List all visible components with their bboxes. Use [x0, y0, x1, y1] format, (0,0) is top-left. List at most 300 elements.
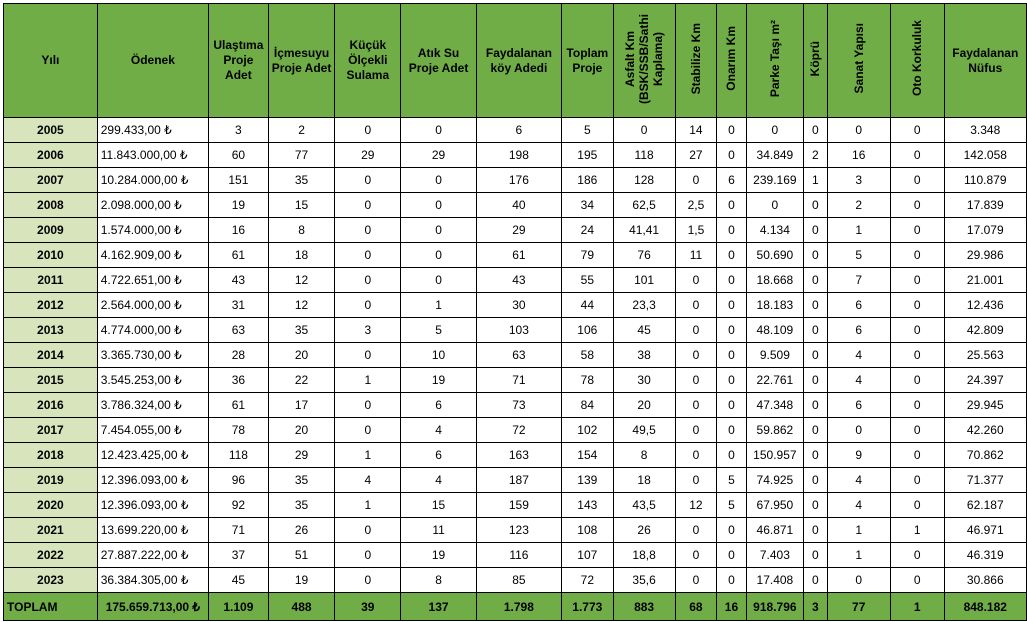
total-icmesuyu: 488 [268, 593, 335, 621]
table-row [4, 468, 1027, 493]
cell-kopru: 0 [804, 368, 827, 393]
header-atik-su-proje-adet: Atık Su Proje Adet [401, 4, 477, 118]
cell-odenek: 12.396.093,00 ₺ [97, 493, 208, 518]
cell-oto: 0 [890, 468, 944, 493]
cell-toplam-proje: 55 [561, 268, 613, 293]
header-kucuk-olcekli-sulama: Küçük Ölçekli Sulama [335, 4, 401, 118]
cell-asfalt: 76 [613, 243, 675, 268]
total-koy: 1.798 [476, 593, 561, 621]
cell-asfalt: 101 [613, 268, 675, 293]
cell-sanat: 6 [827, 318, 890, 343]
cell-toplam-proje: 72 [561, 568, 613, 593]
cell-toplam-proje: 107 [561, 543, 613, 568]
header-ulastirma-proje-adet: Ulaştıma Proje Adet [209, 4, 269, 118]
cell-nufus: 29.945 [944, 393, 1026, 418]
cell-onarim: 0 [717, 568, 746, 593]
cell-ulastirma: 45 [209, 568, 269, 593]
table-row [4, 443, 1027, 468]
cell-stabilize: 0 [675, 393, 717, 418]
cell-onarim: 5 [717, 493, 746, 518]
cell-odenek: 11.843.000,00 ₺ [97, 143, 208, 168]
cell-sulama: 0 [335, 293, 401, 318]
cell-toplam-proje: 44 [561, 293, 613, 318]
cell-toplam-proje: 84 [561, 393, 613, 418]
cell-oto: 0 [890, 568, 944, 593]
cell-kopru: 0 [804, 293, 827, 318]
cell-icmesuyu: 8 [268, 218, 335, 243]
cell-toplam-proje: 139 [561, 468, 613, 493]
cell-sulama: 0 [335, 218, 401, 243]
table-body [4, 118, 1027, 593]
total-oto: 1 [890, 593, 944, 621]
cell-icmesuyu: 2 [268, 118, 335, 143]
cell-onarim: 6 [717, 168, 746, 193]
cell-kopru: 0 [804, 318, 827, 343]
cell-toplam-proje: 79 [561, 243, 613, 268]
cell-onarim: 0 [717, 393, 746, 418]
cell-icmesuyu: 22 [268, 368, 335, 393]
cell-icmesuyu: 18 [268, 243, 335, 268]
cell-oto: 0 [890, 368, 944, 393]
cell-onarim: 0 [717, 268, 746, 293]
cell-nufus: 71.377 [944, 468, 1026, 493]
table-row [4, 418, 1027, 443]
cell-year: 2023 [4, 568, 98, 593]
cell-asfalt: 118 [613, 143, 675, 168]
header-faydalanan-koy-adedi: Faydalanan köy Adedi [476, 4, 561, 118]
cell-kopru: 0 [804, 568, 827, 593]
cell-atiksu: 19 [401, 543, 477, 568]
cell-koy: 163 [476, 443, 561, 468]
cell-kopru: 0 [804, 543, 827, 568]
cell-asfalt: 30 [613, 368, 675, 393]
cell-odenek: 12.396.093,00 ₺ [97, 468, 208, 493]
table-row [4, 393, 1027, 418]
cell-kopru: 2 [804, 143, 827, 168]
cell-asfalt: 43,5 [613, 493, 675, 518]
cell-nufus: 29.986 [944, 243, 1026, 268]
cell-sanat: 0 [827, 418, 890, 443]
cell-koy: 198 [476, 143, 561, 168]
cell-year: 2008 [4, 193, 98, 218]
cell-oto: 0 [890, 218, 944, 243]
cell-ulastirma: 63 [209, 318, 269, 343]
cell-atiksu: 19 [401, 368, 477, 393]
header-parke-tasi [746, 4, 803, 118]
table-row [4, 343, 1027, 368]
cell-ulastirma: 96 [209, 468, 269, 493]
table-row [4, 368, 1027, 393]
cell-atiksu: 1 [401, 293, 477, 318]
cell-parke: 46.871 [746, 518, 803, 543]
cell-stabilize: 14 [675, 118, 717, 143]
cell-odenek: 4.774.000,00 ₺ [97, 318, 208, 343]
cell-nufus: 42.260 [944, 418, 1026, 443]
cell-year: 2021 [4, 518, 98, 543]
cell-onarim: 0 [717, 518, 746, 543]
cell-stabilize: 0 [675, 343, 717, 368]
cell-parke: 0 [746, 193, 803, 218]
cell-year: 2013 [4, 318, 98, 343]
cell-sanat: 3 [827, 168, 890, 193]
cell-year: 2016 [4, 393, 98, 418]
cell-onarim: 0 [717, 543, 746, 568]
total-row [4, 593, 1027, 621]
cell-asfalt: 62,5 [613, 193, 675, 218]
header-yili: Yılı [4, 4, 98, 118]
total-odenek: 175.659.713,00 ₺ [97, 593, 208, 621]
cell-icmesuyu: 19 [268, 568, 335, 593]
header-faydalanan-nufus: Faydalanan Nüfus [944, 4, 1026, 118]
cell-ulastirma: 16 [209, 218, 269, 243]
cell-kopru: 0 [804, 243, 827, 268]
cell-year: 2006 [4, 143, 98, 168]
cell-sulama: 0 [335, 343, 401, 368]
header-sanat-yapisi-label: Sanat Yapısı [851, 23, 866, 94]
header-asfalt-km-label: Asfalt Km (BSK/SSB/Sathi Kaplama) [623, 13, 666, 104]
cell-nufus: 46.971 [944, 518, 1026, 543]
cell-sanat: 4 [827, 368, 890, 393]
cell-toplam-proje: 186 [561, 168, 613, 193]
cell-nufus: 62.187 [944, 493, 1026, 518]
cell-parke: 0 [746, 118, 803, 143]
cell-ulastirma: 61 [209, 393, 269, 418]
cell-atiksu: 29 [401, 143, 477, 168]
cell-odenek: 10.284.000,00 ₺ [97, 168, 208, 193]
cell-koy: 40 [476, 193, 561, 218]
cell-year: 2010 [4, 243, 98, 268]
cell-toplam-proje: 154 [561, 443, 613, 468]
cell-onarim: 0 [717, 143, 746, 168]
cell-toplam-proje: 58 [561, 343, 613, 368]
cell-oto: 0 [890, 318, 944, 343]
header-oto-korkuluk-label: Oto Korkuluk [910, 20, 925, 97]
table-row [4, 493, 1027, 518]
cell-nufus: 110.879 [944, 168, 1026, 193]
cell-ulastirma: 71 [209, 518, 269, 543]
header-kopru [804, 4, 827, 118]
cell-asfalt: 20 [613, 393, 675, 418]
cell-ulastirma: 61 [209, 243, 269, 268]
cell-stabilize: 0 [675, 168, 717, 193]
total-asfalt: 883 [613, 593, 675, 621]
cell-icmesuyu: 12 [268, 268, 335, 293]
header-stabilize-km [675, 4, 717, 118]
cell-sanat: 6 [827, 293, 890, 318]
cell-nufus: 142.058 [944, 143, 1026, 168]
cell-sulama: 0 [335, 543, 401, 568]
header-onarim-km-label: Onarım Km [724, 26, 739, 91]
header-row [4, 4, 1027, 118]
table-row [4, 218, 1027, 243]
table-row [4, 193, 1027, 218]
cell-onarim: 0 [717, 443, 746, 468]
cell-icmesuyu: 17 [268, 393, 335, 418]
cell-year: 2012 [4, 293, 98, 318]
cell-sulama: 0 [335, 268, 401, 293]
table-row [4, 268, 1027, 293]
cell-asfalt: 26 [613, 518, 675, 543]
cell-nufus: 3.348 [944, 118, 1026, 143]
cell-sulama: 0 [335, 568, 401, 593]
cell-icmesuyu: 35 [268, 318, 335, 343]
cell-parke: 7.403 [746, 543, 803, 568]
cell-parke: 47.348 [746, 393, 803, 418]
cell-oto: 0 [890, 168, 944, 193]
cell-onarim: 5 [717, 468, 746, 493]
cell-nufus: 24.397 [944, 368, 1026, 393]
cell-odenek: 4.722.651,00 ₺ [97, 268, 208, 293]
cell-year: 2020 [4, 493, 98, 518]
table-row [4, 118, 1027, 143]
cell-year: 2015 [4, 368, 98, 393]
cell-asfalt: 0 [613, 118, 675, 143]
total-label: TOPLAM [4, 593, 98, 621]
cell-koy: 63 [476, 343, 561, 368]
header-parke-tasi-label: Parke Taşı m² [767, 19, 782, 98]
cell-atiksu: 0 [401, 218, 477, 243]
cell-sanat: 0 [827, 118, 890, 143]
cell-odenek: 12.423.425,00 ₺ [97, 443, 208, 468]
cell-sanat: 9 [827, 443, 890, 468]
cell-sanat: 6 [827, 393, 890, 418]
cell-odenek: 4.162.909,00 ₺ [97, 243, 208, 268]
cell-ulastirma: 78 [209, 418, 269, 443]
cell-year: 2017 [4, 418, 98, 443]
cell-koy: 6 [476, 118, 561, 143]
cell-asfalt: 41,41 [613, 218, 675, 243]
cell-nufus: 42.809 [944, 318, 1026, 343]
cell-koy: 176 [476, 168, 561, 193]
cell-nufus: 21.001 [944, 268, 1026, 293]
cell-ulastirma: 92 [209, 493, 269, 518]
cell-koy: 71 [476, 368, 561, 393]
cell-parke: 50.690 [746, 243, 803, 268]
cell-atiksu: 0 [401, 168, 477, 193]
cell-kopru: 0 [804, 193, 827, 218]
table-row [4, 143, 1027, 168]
cell-atiksu: 0 [401, 243, 477, 268]
cell-toplam-proje: 106 [561, 318, 613, 343]
project-statistics-table [3, 3, 1027, 621]
cell-stabilize: 12 [675, 493, 717, 518]
cell-stabilize: 0 [675, 368, 717, 393]
cell-stabilize: 27 [675, 143, 717, 168]
cell-sanat: 4 [827, 343, 890, 368]
cell-sanat: 1 [827, 218, 890, 243]
cell-icmesuyu: 35 [268, 493, 335, 518]
cell-nufus: 70.862 [944, 443, 1026, 468]
cell-stabilize: 0 [675, 443, 717, 468]
cell-atiksu: 5 [401, 318, 477, 343]
cell-oto: 0 [890, 193, 944, 218]
cell-kopru: 0 [804, 218, 827, 243]
cell-parke: 74.925 [746, 468, 803, 493]
cell-kopru: 0 [804, 268, 827, 293]
header-sanat-yapisi [827, 4, 890, 118]
cell-nufus: 25.563 [944, 343, 1026, 368]
cell-sulama: 1 [335, 443, 401, 468]
cell-sanat: 7 [827, 268, 890, 293]
cell-stabilize: 0 [675, 293, 717, 318]
cell-oto: 0 [890, 293, 944, 318]
cell-oto: 0 [890, 143, 944, 168]
cell-odenek: 13.699.220,00 ₺ [97, 518, 208, 543]
cell-stabilize: 0 [675, 418, 717, 443]
cell-odenek: 2.098.000,00 ₺ [97, 193, 208, 218]
cell-koy: 85 [476, 568, 561, 593]
cell-nufus: 46.319 [944, 543, 1026, 568]
total-sanat: 77 [827, 593, 890, 621]
cell-odenek: 1.574.000,00 ₺ [97, 218, 208, 243]
cell-oto: 0 [890, 343, 944, 368]
cell-atiksu: 4 [401, 418, 477, 443]
cell-onarim: 0 [717, 118, 746, 143]
cell-stabilize: 2,5 [675, 193, 717, 218]
cell-sulama: 0 [335, 193, 401, 218]
cell-sanat: 1 [827, 518, 890, 543]
cell-onarim: 0 [717, 193, 746, 218]
cell-onarim: 0 [717, 293, 746, 318]
total-stabilize: 68 [675, 593, 717, 621]
total-toplam-proje: 1.773 [561, 593, 613, 621]
cell-toplam-proje: 143 [561, 493, 613, 518]
cell-oto: 0 [890, 443, 944, 468]
cell-asfalt: 38 [613, 343, 675, 368]
cell-stabilize: 0 [675, 543, 717, 568]
cell-stabilize: 0 [675, 468, 717, 493]
cell-onarim: 0 [717, 343, 746, 368]
cell-parke: 18.183 [746, 293, 803, 318]
cell-odenek: 2.564.000,00 ₺ [97, 293, 208, 318]
table-row [4, 518, 1027, 543]
cell-parke: 9.509 [746, 343, 803, 368]
cell-kopru: 0 [804, 418, 827, 443]
cell-year: 2014 [4, 343, 98, 368]
table-row [4, 243, 1027, 268]
cell-parke: 67.950 [746, 493, 803, 518]
cell-parke: 48.109 [746, 318, 803, 343]
cell-koy: 72 [476, 418, 561, 443]
cell-koy: 187 [476, 468, 561, 493]
cell-icmesuyu: 35 [268, 168, 335, 193]
cell-toplam-proje: 102 [561, 418, 613, 443]
cell-parke: 17.408 [746, 568, 803, 593]
cell-stabilize: 1,5 [675, 218, 717, 243]
cell-oto: 0 [890, 243, 944, 268]
cell-ulastirma: 118 [209, 443, 269, 468]
cell-onarim: 0 [717, 418, 746, 443]
cell-toplam-proje: 78 [561, 368, 613, 393]
cell-sulama: 29 [335, 143, 401, 168]
cell-toplam-proje: 108 [561, 518, 613, 543]
cell-asfalt: 128 [613, 168, 675, 193]
cell-odenek: 36.384.305,00 ₺ [97, 568, 208, 593]
cell-sanat: 5 [827, 243, 890, 268]
cell-icmesuyu: 26 [268, 518, 335, 543]
header-stabilize-km-label: Stabilize Km [688, 22, 703, 95]
cell-icmesuyu: 29 [268, 443, 335, 468]
cell-atiksu: 0 [401, 193, 477, 218]
cell-toplam-proje: 24 [561, 218, 613, 243]
cell-parke: 150.957 [746, 443, 803, 468]
cell-year: 2018 [4, 443, 98, 468]
cell-ulastirma: 60 [209, 143, 269, 168]
cell-oto: 0 [890, 493, 944, 518]
total-parke: 918.796 [746, 593, 803, 621]
total-ulastirma: 1.109 [209, 593, 269, 621]
cell-year: 2022 [4, 543, 98, 568]
cell-nufus: 17.079 [944, 218, 1026, 243]
cell-atiksu: 8 [401, 568, 477, 593]
cell-odenek: 299.433,00 ₺ [97, 118, 208, 143]
cell-onarim: 0 [717, 218, 746, 243]
cell-stabilize: 0 [675, 568, 717, 593]
cell-kopru: 0 [804, 443, 827, 468]
cell-kopru: 1 [804, 168, 827, 193]
cell-atiksu: 6 [401, 393, 477, 418]
cell-sanat: 4 [827, 468, 890, 493]
header-oto-korkuluk [890, 4, 944, 118]
cell-oto: 0 [890, 543, 944, 568]
cell-toplam-proje: 5 [561, 118, 613, 143]
cell-stabilize: 0 [675, 268, 717, 293]
cell-odenek: 3.786.324,00 ₺ [97, 393, 208, 418]
cell-year: 2019 [4, 468, 98, 493]
cell-year: 2005 [4, 118, 98, 143]
cell-toplam-proje: 195 [561, 143, 613, 168]
table-row [4, 318, 1027, 343]
cell-sanat: 1 [827, 543, 890, 568]
cell-year: 2011 [4, 268, 98, 293]
cell-odenek: 27.887.222,00 ₺ [97, 543, 208, 568]
cell-kopru: 0 [804, 393, 827, 418]
cell-ulastirma: 37 [209, 543, 269, 568]
cell-asfalt: 49,5 [613, 418, 675, 443]
cell-icmesuyu: 20 [268, 418, 335, 443]
cell-icmesuyu: 51 [268, 543, 335, 568]
cell-parke: 4.134 [746, 218, 803, 243]
total-atiksu: 137 [401, 593, 477, 621]
cell-koy: 159 [476, 493, 561, 518]
total-sulama: 39 [335, 593, 401, 621]
total-onarim: 16 [717, 593, 746, 621]
cell-atiksu: 4 [401, 468, 477, 493]
cell-odenek: 3.365.730,00 ₺ [97, 343, 208, 368]
cell-koy: 29 [476, 218, 561, 243]
cell-sulama: 0 [335, 518, 401, 543]
cell-sulama: 0 [335, 393, 401, 418]
cell-icmesuyu: 35 [268, 468, 335, 493]
cell-kopru: 0 [804, 518, 827, 543]
cell-kopru: 0 [804, 493, 827, 518]
cell-sulama: 0 [335, 118, 401, 143]
cell-year: 2007 [4, 168, 98, 193]
cell-atiksu: 11 [401, 518, 477, 543]
cell-asfalt: 45 [613, 318, 675, 343]
cell-stabilize: 11 [675, 243, 717, 268]
data-table-container [3, 3, 1027, 621]
cell-koy: 61 [476, 243, 561, 268]
cell-koy: 103 [476, 318, 561, 343]
cell-nufus: 12.436 [944, 293, 1026, 318]
cell-sulama: 1 [335, 368, 401, 393]
cell-parke: 18.668 [746, 268, 803, 293]
header-onarim-km [717, 4, 746, 118]
cell-sulama: 0 [335, 168, 401, 193]
table-row [4, 568, 1027, 593]
cell-sanat: 2 [827, 193, 890, 218]
